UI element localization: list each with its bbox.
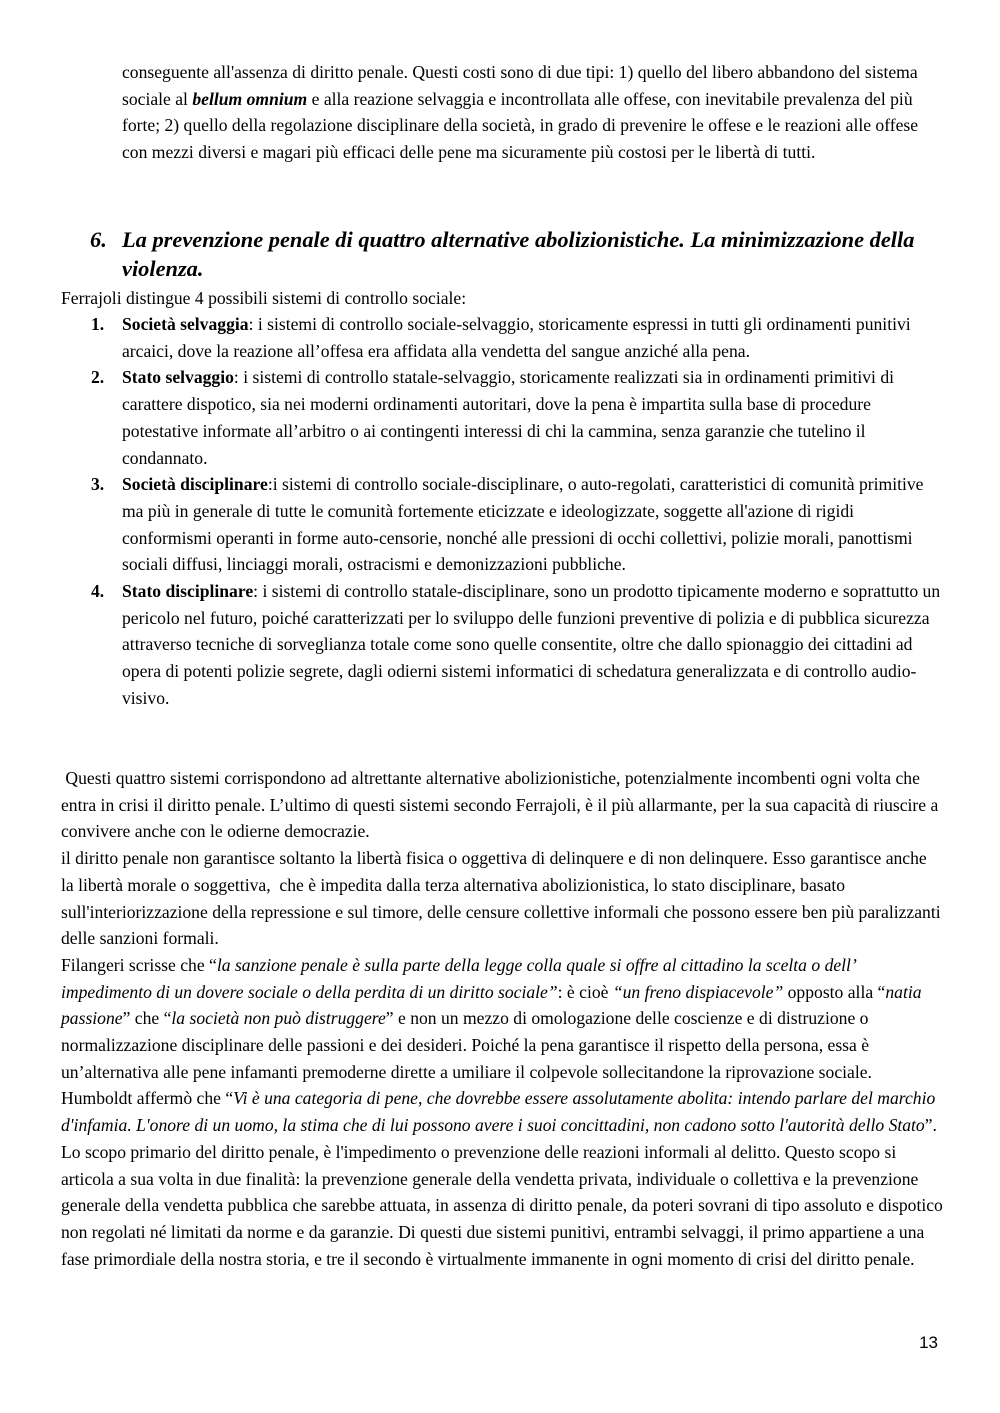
page-number: 13 [919, 1333, 938, 1352]
filangeri-quote-3: natia passione [61, 981, 922, 1029]
list-item [0, 311, 945, 364]
filangeri-text-5: ” e non un mezzo di omologazione delle coscienze e di distruzione o normalizzazione disciplinare delle passioni e dei desideri. Poiché la pena garantisce il rispetto della persona, essa è un’alternativa alle pene infamanti premoderne dirette a umiliare il colpevole sollecitandone la riprovazione sociale. Humboldt affermò che “ [61, 1008, 872, 1109]
intro-text-end: e alla reazione selvaggia e incontrollata alle offese, con inevitabile prevalenza del più forte; 2) quello della regolazione disciplinare della società, in grado di prevenire le offese e le reazioni alle offese con mezzi diversi e magari più efficaci delle pene ma sicuramente più costosi per le libertà di tutti. [122, 88, 919, 163]
filangeri-quote-2: “un freno dispiacevole” [612, 981, 784, 1002]
paragraph-four-systems: Questi quattro sistemi corrispondono ad altrettante alternative abolizionistiche, potenzialmente incombenti ogni volta che entra in crisi il diritto penale. L’ultimo di questi sistemi secondo Ferrajoli, è il più allarmante, per la sua capacità di riuscire a convivere anche con le odierne democrazie. [61, 768, 943, 842]
list-item-number: 1. [91, 314, 105, 334]
systems-intro: Ferrajoli distingue 4 possibili sistemi di controllo sociale: [61, 288, 467, 308]
list-item-number: 2. [91, 367, 105, 388]
paragraph-filangeri [61, 952, 943, 1139]
body-text [61, 765, 943, 1272]
list-item [0, 578, 945, 712]
filangeri-quote-4: la società non può distruggere [171, 1008, 386, 1029]
filangeri-text-2: : è cioè [557, 981, 613, 1002]
intro-emphasis: bellum omnium [192, 88, 308, 109]
paragraph-moral-freedom: il diritto penale non garantisce soltanto la libertà fisica o oggettiva di delinquere e di non delinquere. Esso garantisce anche la libertà morale o soggettiva, che è impedita dalla terza alternativa abolizionistica, lo stato disciplinare, basato sull'interiorizzazione della repressione e sul timore, delle censure collettive informali che possono essere ben più paralizzanti delle sanzioni formali. [61, 848, 945, 949]
filangeri-text-6: ”. [924, 1115, 937, 1136]
list-item-text: : i sistemi di controllo sociale-selvaggio, storicamente espressi in tutti gli ordinamenti punitivi arcaici, dove la reazione all’offesa era affidata alla vendetta del sangue anziché alla pena. [122, 314, 911, 361]
section-title: La prevenzione penale di quattro alternative abolizionistiche. La minimizzazione della violenza. [122, 227, 915, 281]
list-item-term: Società disciplinare [122, 474, 268, 495]
section-heading [90, 225, 950, 283]
filangeri-text-1: Filangeri scrisse che “ [61, 954, 217, 975]
intro-text-start: conseguente all'assenza di diritto penale. Questi costi sono di due tipi: 1) quello del libero abbandono del sistema sociale al [122, 62, 918, 109]
intro-paragraph [122, 59, 942, 166]
list-item-number: 3. [91, 474, 105, 495]
filangeri-quote-1: la sanzione penale è sulla parte della legge colla quale si offre al cittadino la scelta o dell’ impedimento di un dovere sociale o della perdita di un diritto sociale” [61, 954, 855, 1002]
list-item-text: : i sistemi di controllo statale-disciplinare, sono un prodotto tipicamente moderno e soprattutto un pericolo nel futuro, poiché caratterizzati per lo sviluppo delle funzioni preventive di polizia e di pubblica sicurezza attraverso tecniche di sorveglianza totale come sono quelle consentite, oltre che dallo spionaggio dei cittadini ad opera di potenti polizie segrete, dagli odierni sistemi informatici di schedatura generalizzata e di controllo audio-visivo. [122, 581, 941, 708]
paragraph-primary-purpose: Lo scopo primario del diritto penale, è l'impedimento o prevenzione delle reazioni informali al delitto. Questo scopo si articola a sua volta in due finalità: la prevenzione generale della vendetta privata, individuale o collettiva e la prevenzione generale della vendetta pubblica che sarebbe attuata, in assenza di diritto penale, da poteri sovrani di tipo assoluto e dispotico non regolati né limitati da norme e da garanzie. Di questi due sistemi punitivi, entrambi selvaggi, il primo appartiene a una fase primordiale della nostra storia, e tre il secondo è virtualmente immanente in ogni momento di crisi del diritto penale. [61, 1141, 943, 1269]
humboldt-quote: Vi è una categoria di pene, che dovrebbe essere assolutamente abolita: intendo parlare del marchio d'infamia. L'onore di un uomo, la stima che di lui possono avere i suoi concittadini, non cadono sotto l'autorità dello Stato [61, 1088, 936, 1136]
list-item [0, 471, 945, 578]
systems-list [0, 311, 945, 712]
section-number: 6. [90, 227, 107, 252]
list-item-number: 4. [91, 581, 105, 602]
list-item-term: Stato disciplinare [122, 581, 254, 602]
filangeri-text-3: opposto alla “ [783, 981, 886, 1002]
list-item [0, 364, 945, 471]
filangeri-text-4: ” che “ [122, 1008, 172, 1029]
list-item-text: :i sistemi di controllo sociale-disciplinare, o auto-regolati, caratteristici di comunità primitive ma più in generale di tutte le comunità fortemente eticizzate e ideologizzate, soggette all'azione di rigidi conformismi operanti in forme auto-censorie, nonché alle pressioni di occhi collettivi, polizie morali, panottismi sociali diffusi, linciaggi morali, ostracismi e demonizzazioni pubbliche. [122, 474, 924, 575]
list-item-term: Società selvaggia [122, 314, 249, 334]
list-item-term: Stato selvaggio [122, 367, 234, 388]
list-item-text: : i sistemi di controllo statale-selvaggio, storicamente realizzati sia in ordinamenti primitivi di carattere dispotico, sia nei moderni ordinamenti autoritari, dove la pena è impartita sulla base di procedure potestative informate all’arbitro o ai contingenti interessi di chi la cammina, senza garanzie che tutelino il condannato. [122, 367, 895, 468]
